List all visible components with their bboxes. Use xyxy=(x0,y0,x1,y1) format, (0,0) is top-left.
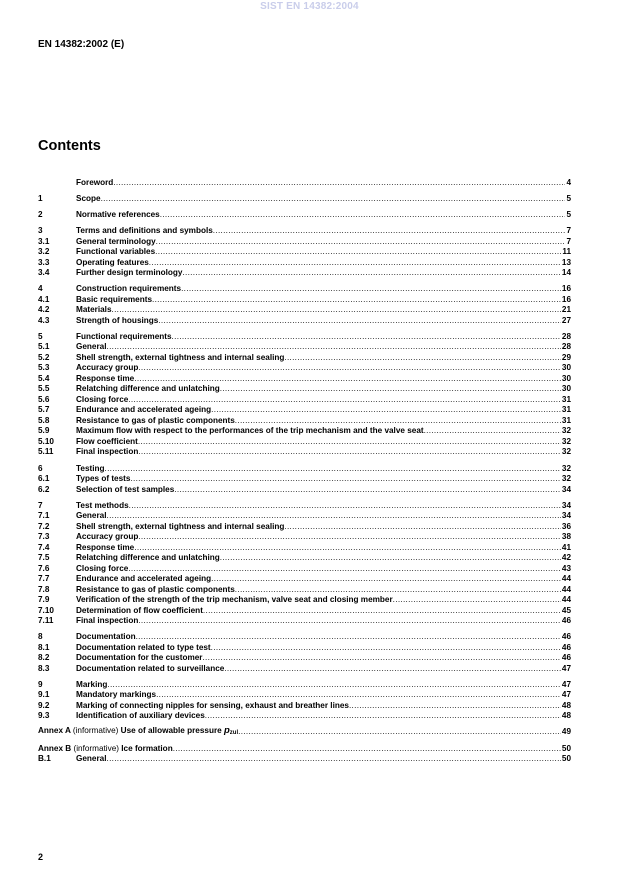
toc-entry-title: Testing xyxy=(76,463,105,473)
toc-leader-dots xyxy=(134,374,561,385)
toc-entry-number: 6.2 xyxy=(38,484,50,494)
toc-entry-title: Functional variables xyxy=(76,247,156,257)
toc-leader-dots xyxy=(138,532,561,543)
toc-entry-title: Resistance to gas of plastic components xyxy=(76,584,235,594)
toc-entry-page: 31 xyxy=(561,394,571,404)
toc-entry[interactable] xyxy=(38,416,571,427)
toc-entry-page: 45 xyxy=(561,605,571,615)
toc-leader-dots xyxy=(107,680,560,691)
toc-entry-number: 7.5 xyxy=(38,553,50,563)
toc-entry-title: Relatching difference and unlatching xyxy=(76,384,220,394)
toc-entry[interactable] xyxy=(38,353,571,364)
toc-leader-dots xyxy=(213,226,566,237)
toc-leader-dots xyxy=(173,744,561,755)
toc-entry-title: Operating features xyxy=(76,257,149,267)
toc-entry-number: 8 xyxy=(38,632,43,642)
toc-entry-number: B.1 xyxy=(38,754,51,764)
toc-leader-dots xyxy=(149,258,561,269)
toc-entry-page: 36 xyxy=(561,521,571,531)
toc-entry[interactable] xyxy=(38,247,571,258)
toc-entry[interactable] xyxy=(38,754,571,765)
toc-entry-number: 7.10 xyxy=(38,605,54,615)
toc-entry[interactable] xyxy=(38,653,571,664)
toc-entry-number: 5.8 xyxy=(38,415,50,425)
toc-entry-title: Determination of flow coefficient xyxy=(76,605,203,615)
toc-entry-number: 2 xyxy=(38,210,43,220)
toc-entry-page: 43 xyxy=(561,563,571,573)
toc-entry-title: Scope xyxy=(76,194,101,204)
toc-leader-dots xyxy=(113,178,565,189)
toc-leader-dots xyxy=(211,574,561,585)
toc-entry-page: 31 xyxy=(561,415,571,425)
toc-entry-page: 34 xyxy=(561,500,571,510)
toc-entry-title: General xyxy=(76,754,107,764)
toc-entry-page: 41 xyxy=(561,542,571,552)
toc-leader-dots xyxy=(130,474,560,485)
toc-entry-page: 32 xyxy=(561,426,571,436)
toc-entry-page: 34 xyxy=(561,511,571,521)
annex-kind: (informative) xyxy=(73,743,119,753)
toc-leader-dots xyxy=(160,210,566,221)
toc-entry[interactable] xyxy=(38,258,571,269)
toc-entry-page: 46 xyxy=(561,653,571,663)
toc-entry-title: Endurance and accelerated ageing xyxy=(76,405,212,415)
toc-leader-dots xyxy=(205,711,561,722)
toc-entry-page: 30 xyxy=(561,384,571,394)
toc-entry-title: Functional requirements xyxy=(76,331,172,341)
toc-entry-title: Maximum flow with respect to the performances of the trip mechanism and the valve seat xyxy=(76,426,424,436)
toc-entry-number: 4.1 xyxy=(38,294,50,304)
toc-entry[interactable] xyxy=(38,226,571,237)
toc-entry-number: 5.2 xyxy=(38,352,50,362)
toc-entry[interactable] xyxy=(38,606,571,617)
page-number: 2 xyxy=(38,852,44,862)
document-id: EN 14382:2002 (E) xyxy=(38,39,125,50)
toc-entry[interactable] xyxy=(38,511,571,522)
toc-entry[interactable] xyxy=(38,632,571,643)
toc-leader-dots xyxy=(220,553,561,564)
toc-leader-dots xyxy=(156,237,566,248)
toc-entry-title: Shell strength, external tightness and internal sealing xyxy=(76,521,285,531)
toc-entry-page: 30 xyxy=(561,363,571,373)
toc-entry[interactable] xyxy=(38,363,571,374)
toc-entry[interactable] xyxy=(38,680,571,691)
toc-entry-number: 3.2 xyxy=(38,247,50,257)
toc-entry-page: 32 xyxy=(561,447,571,457)
toc-entry-title: Further design terminology xyxy=(76,268,183,278)
toc-entry-title: Closing force xyxy=(76,563,129,573)
toc-entry-number: 5.1 xyxy=(38,342,50,352)
toc-leader-dots xyxy=(235,585,561,596)
toc-entry-number: 5.7 xyxy=(38,405,50,415)
toc-entry-number: 4.3 xyxy=(38,315,50,325)
toc-entry[interactable] xyxy=(38,711,571,722)
toc-entry-title: Normative references xyxy=(76,210,160,220)
toc-entry-page: 7 xyxy=(566,236,571,246)
toc-entry-number: 9.3 xyxy=(38,711,50,721)
toc-entry-page: 32 xyxy=(561,436,571,446)
toc-entry-number: 9.2 xyxy=(38,700,50,710)
toc-entry[interactable] xyxy=(38,332,571,343)
toc-entry-number: 7.11 xyxy=(38,616,54,626)
toc-leader-dots xyxy=(107,342,561,353)
toc-entry-page: 42 xyxy=(561,553,571,563)
toc-entry-title: Accuracy group xyxy=(76,532,139,542)
toc-leader-dots xyxy=(174,485,561,496)
toc-entry-page: 49 xyxy=(561,727,571,737)
toc-entry-title: Relatching difference and unlatching xyxy=(76,553,220,563)
toc-leader-dots xyxy=(136,632,561,643)
toc-entry-number: 3.4 xyxy=(38,268,50,278)
toc-leader-dots xyxy=(155,247,561,258)
toc-leader-dots xyxy=(284,353,561,364)
toc-entry[interactable] xyxy=(38,643,571,654)
annex-label: Annex A xyxy=(38,726,71,736)
toc-leader-dots xyxy=(105,464,561,475)
toc-entry-page: 47 xyxy=(561,663,571,673)
toc-entry-page: 16 xyxy=(561,294,571,304)
annex-title-text: Ice formation xyxy=(121,743,173,753)
toc-entry-title: Types of tests xyxy=(76,474,131,484)
toc-entry[interactable] xyxy=(38,426,571,437)
toc-entry[interactable] xyxy=(38,701,571,712)
page-title: Contents xyxy=(38,138,101,154)
toc-entry[interactable] xyxy=(38,485,571,496)
toc-entry-page: 28 xyxy=(561,331,571,341)
toc-entry-number: 5.3 xyxy=(38,363,50,373)
toc-leader-dots xyxy=(138,447,561,458)
toc-leader-dots xyxy=(138,363,561,374)
toc-entry-title: General xyxy=(76,511,107,521)
toc-entry-title: Endurance and accelerated ageing xyxy=(76,574,212,584)
toc-leader-dots xyxy=(138,437,561,448)
toc-leader-dots xyxy=(101,194,566,205)
toc-entry[interactable] xyxy=(38,295,571,306)
toc-entry-number: 7.2 xyxy=(38,521,50,531)
toc-entry[interactable] xyxy=(38,664,571,675)
toc-entry-page: 38 xyxy=(561,532,571,542)
toc-entry[interactable] xyxy=(38,690,571,701)
toc-entry-title: Foreword xyxy=(76,178,114,187)
toc-entry[interactable] xyxy=(38,384,571,395)
toc-entry[interactable] xyxy=(38,305,571,316)
toc-entry[interactable] xyxy=(38,564,571,575)
toc-entry-number: 5.5 xyxy=(38,384,50,394)
toc-entry-number: 7.4 xyxy=(38,542,50,552)
toc-entry[interactable] xyxy=(38,237,571,248)
toc-entry-title: Final inspection xyxy=(76,616,139,626)
toc-leader-dots xyxy=(284,522,561,533)
toc-entry-number: 7.7 xyxy=(38,574,50,584)
toc-leader-dots xyxy=(393,595,561,606)
toc-entry-page: 5 xyxy=(566,210,571,220)
toc-entry[interactable] xyxy=(38,553,571,564)
toc-entry-title: Documentation xyxy=(76,632,136,642)
toc-leader-dots xyxy=(181,284,561,295)
toc-entry[interactable] xyxy=(38,464,571,475)
toc-entry-number: 8.3 xyxy=(38,663,50,673)
toc-entry[interactable] xyxy=(38,501,571,512)
toc-leader-dots xyxy=(424,426,561,437)
toc-leader-dots xyxy=(203,606,561,617)
toc-entry-page: 44 xyxy=(561,584,571,594)
toc-entry[interactable] xyxy=(38,405,571,416)
toc-leader-dots xyxy=(134,543,561,554)
toc-entry-page: 48 xyxy=(561,700,571,710)
toc-entry-page: 50 xyxy=(561,743,571,753)
toc-entry-number: 3.1 xyxy=(38,236,50,246)
toc-entry-page: 44 xyxy=(561,574,571,584)
toc-entry-number: 7.8 xyxy=(38,584,50,594)
toc-entry-number: 5.10 xyxy=(38,436,54,446)
toc-entry-page: 13 xyxy=(561,257,571,267)
toc-entry[interactable] xyxy=(38,574,571,585)
toc-entry-page: 31 xyxy=(561,405,571,415)
toc-entry-page: 11 xyxy=(562,247,571,257)
toc-entry-title: Materials xyxy=(76,305,112,315)
annex-kind: (informative) xyxy=(72,726,119,736)
toc-entry-title: Verification of the strength of the trip mechanism, valve seat and closing member xyxy=(76,595,393,605)
toc-entry[interactable] xyxy=(38,284,571,295)
toc-leader-dots xyxy=(107,511,561,522)
annex-title-text: Use of allowable pressure xyxy=(120,726,222,736)
toc-entry-page: 28 xyxy=(561,342,571,352)
toc-entry[interactable] xyxy=(38,437,571,448)
toc-entry-title: Response time xyxy=(76,373,135,383)
toc-entry[interactable] xyxy=(38,532,571,543)
toc-entry-page: 46 xyxy=(561,616,571,626)
toc-entry-title: Terms and definitions and symbols xyxy=(76,226,213,236)
toc-entry-title: Identification of auxiliary devices xyxy=(76,711,205,721)
toc-entry[interactable] xyxy=(38,543,571,554)
toc-leader-dots xyxy=(107,754,561,765)
toc-entry-title: Accuracy group xyxy=(76,363,139,373)
toc-entry-page: 29 xyxy=(561,352,571,362)
toc-entry-title: Marking xyxy=(76,679,108,689)
toc-entry[interactable] xyxy=(38,342,571,353)
toc-annex-title xyxy=(38,726,238,738)
toc-leader-dots xyxy=(172,332,561,343)
annex-label: Annex B xyxy=(38,743,72,753)
toc-entry-number: 6.1 xyxy=(38,474,50,484)
toc-entry[interactable] xyxy=(38,585,571,596)
toc-entry-number: 7.1 xyxy=(38,511,50,521)
toc-annex-entry[interactable] xyxy=(38,744,571,755)
annex-symbol-subscript: zul xyxy=(229,730,239,737)
toc-entry-number: 5.6 xyxy=(38,394,50,404)
toc-entry-number: 3.3 xyxy=(38,257,50,267)
toc-entry-page: 27 xyxy=(561,315,571,325)
toc-entry-title: Final inspection xyxy=(76,447,139,457)
toc-entry[interactable] xyxy=(38,474,571,485)
toc-entry-page: 21 xyxy=(561,305,571,315)
toc-entry-title: General terminology xyxy=(76,236,156,246)
toc-leader-dots xyxy=(129,501,561,512)
toc-entry-page: 32 xyxy=(561,463,571,473)
toc-entry[interactable] xyxy=(38,178,571,189)
toc-leader-dots xyxy=(158,316,561,327)
toc-leader-dots xyxy=(128,564,561,575)
toc-entry[interactable] xyxy=(38,316,571,327)
toc-entry-page: 46 xyxy=(561,642,571,652)
toc-leader-dots xyxy=(138,616,561,627)
toc-entry-page: 44 xyxy=(561,595,571,605)
toc-entry-number: 5.11 xyxy=(38,447,54,457)
toc-entry-page: 46 xyxy=(561,632,571,642)
toc-entry-title: General xyxy=(76,342,107,352)
toc-entry-title: Flow coefficient xyxy=(76,436,138,446)
toc-leader-dots xyxy=(202,653,560,664)
toc-annex-entry[interactable] xyxy=(38,727,571,738)
toc-entry-title: Documentation related to surveillance xyxy=(76,663,225,673)
toc-leader-dots xyxy=(235,416,561,427)
toc-entry-page: 14 xyxy=(561,268,571,278)
toc-entry-number: 9.1 xyxy=(38,690,50,700)
toc-entry-number: 1 xyxy=(38,194,43,204)
toc-entry-number: 3 xyxy=(38,226,43,236)
toc-entry-number: 7.3 xyxy=(38,532,50,542)
toc-entry-title: Basic requirements xyxy=(76,294,152,304)
toc-entry-title: Marking of connecting nipples for sensing, exhaust and breather lines xyxy=(76,700,349,710)
toc-leader-dots xyxy=(224,664,561,675)
toc-entry-number: 9 xyxy=(38,679,43,689)
toc-entry-number: 6 xyxy=(38,463,43,473)
toc-entry[interactable] xyxy=(38,616,571,627)
toc-entry-title: Documentation related to type test xyxy=(76,642,211,652)
toc-entry[interactable] xyxy=(38,194,571,205)
toc-leader-dots xyxy=(349,701,561,712)
toc-leader-dots xyxy=(128,395,561,406)
toc-entry-title: Response time xyxy=(76,542,135,552)
toc-entry-title: Shell strength, external tightness and internal sealing xyxy=(76,352,285,362)
toc-annex-title xyxy=(38,744,173,755)
toc-entry-number: 8.1 xyxy=(38,642,50,652)
toc-entry-number: 5 xyxy=(38,331,43,341)
toc-entry-title: Construction requirements xyxy=(76,284,182,294)
toc-entry-number: 7 xyxy=(38,500,43,510)
toc-entry-number: 5.9 xyxy=(38,426,50,436)
toc-entry-page: 47 xyxy=(561,679,571,689)
watermark: SIST EN 14382:2004 xyxy=(260,1,359,12)
toc-entry-number: 4 xyxy=(38,284,43,294)
toc-entry-page: 4 xyxy=(566,178,571,187)
toc-entry-number: 7.6 xyxy=(38,563,50,573)
toc-entry-page: 32 xyxy=(561,474,571,484)
toc-entry-title: Test methods xyxy=(76,500,129,510)
toc-entry-page: 30 xyxy=(561,373,571,383)
toc-leader-dots xyxy=(211,405,561,416)
annex-symbol: p xyxy=(223,725,230,737)
toc-entry[interactable] xyxy=(38,374,571,385)
toc-leader-dots xyxy=(112,305,561,316)
toc-entry[interactable] xyxy=(38,210,571,221)
toc-entry-number: 4.2 xyxy=(38,305,50,315)
toc-entry-page: 7 xyxy=(566,226,571,236)
toc-entry-page: 16 xyxy=(561,284,571,294)
toc-entry-title: Selection of test samples xyxy=(76,484,175,494)
toc-entry-title: Strength of housings xyxy=(76,315,159,325)
toc-entry[interactable] xyxy=(38,447,571,458)
toc-leader-dots xyxy=(182,268,560,279)
toc-entry-title: Closing force xyxy=(76,394,129,404)
toc-entry-number: 5.4 xyxy=(38,373,50,383)
toc-leader-dots xyxy=(220,384,561,395)
toc-leader-dots xyxy=(211,643,561,654)
toc-entry-title: Resistance to gas of plastic components xyxy=(76,415,235,425)
table-of-contents xyxy=(38,178,571,765)
toc-entry[interactable] xyxy=(38,595,571,606)
toc-entry-page: 50 xyxy=(561,754,571,764)
toc-entry[interactable] xyxy=(38,268,571,279)
toc-leader-dots xyxy=(156,690,561,701)
toc-entry-number: 7.9 xyxy=(38,595,50,605)
toc-entry-page: 47 xyxy=(561,690,571,700)
toc-leader-dots xyxy=(238,727,561,738)
toc-entry[interactable] xyxy=(38,395,571,406)
toc-leader-dots xyxy=(152,295,561,306)
toc-entry-title: Documentation for the customer xyxy=(76,653,203,663)
toc-entry-page: 34 xyxy=(561,484,571,494)
toc-entry-title: Mandatory markings xyxy=(76,690,157,700)
toc-entry[interactable] xyxy=(38,522,571,533)
toc-entry-page: 5 xyxy=(566,194,571,204)
toc-entry-number: 8.2 xyxy=(38,653,50,663)
toc-entry-page: 48 xyxy=(561,711,571,721)
